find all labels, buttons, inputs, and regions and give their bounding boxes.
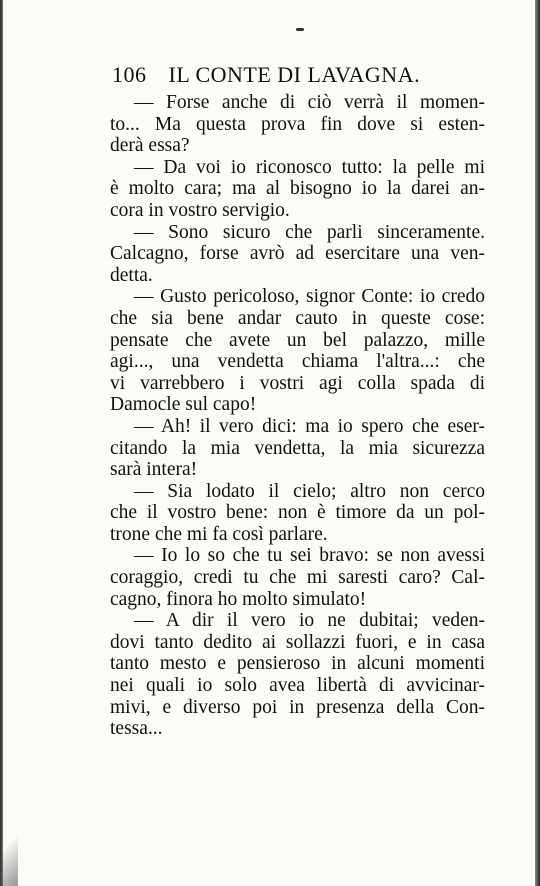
text-line: sarà intera! [110,459,198,481]
text-line: Damocle sul capo! [110,394,257,416]
text-line: tessa... [110,718,163,740]
text-line: mivi, e diverso poi in presenza della Con- [110,696,485,718]
text-line: trone che mi fa così parlare. [110,523,328,545]
running-header [112,62,512,88]
text-line: cora in vostro servigio. [110,199,290,221]
text-line: che sia bene andar cauto in queste cose: [110,307,485,329]
page-edge-right [535,0,540,886]
text-line: — Forse anche di ciò verrà il momen- [134,92,485,113]
text-line: — Sia lodato il cielo; altro non cerco [134,480,485,502]
text-line: — Sono sicuro che parli sinceramente. [134,221,485,243]
text-line: derà essa? [110,135,190,157]
text-line: cagno, finora ho molto simulato! [110,588,367,610]
text-line: — Da voi io riconosco tutto: la pelle mi [134,156,485,178]
text-line: Calcagno, forse avrò ad esercitare una ven- [110,243,485,265]
text-line: pensate che avete un bel palazzo, mille [110,329,485,351]
text-line: — Io lo so che tu sei bravo: se non avessi [134,545,485,567]
text-line: — Ah! il vero dici: ma io spero che eser- [134,415,485,437]
page-number: 106 [112,62,147,87]
text-line: citando la mia vendetta, la mia sicurezza [110,437,485,459]
ink-speck [296,28,304,31]
text-line: vi varrebbero i vostri agi colla spada di [110,372,485,394]
text-line: agi..., una vendetta chiama l'altra...: che [110,351,485,373]
text-line: detta. [110,264,153,286]
text-line: tanto mesto e pensieroso in alcuni momenti [110,653,485,675]
text-line: nei quali io solo avea libertà di avvicinar- [110,675,485,697]
text-line: to... Ma questa prova fin dove si esten- [110,113,485,135]
text-line: è molto cara; ma al bisogno io la darei an- [110,178,485,200]
running-title: IL CONTE DI LAVAGNA. [168,62,421,87]
text-line: che il vostro bene: non è timore da un pol- [110,502,485,524]
page-corner-shadow [0,816,18,886]
page-edge-left [0,0,3,886]
text-line: dovi tanto dedito ai sollazzi fuori, e in casa [110,631,485,653]
text-line: — Gusto pericoloso, signor Conte: io credo [134,286,485,308]
text-line: coraggio, credi tu che mi saresti caro? Cal- [110,567,485,589]
body-text [110,92,485,740]
text-line: — A dir il vero io ne dubitai; veden- [134,610,485,632]
